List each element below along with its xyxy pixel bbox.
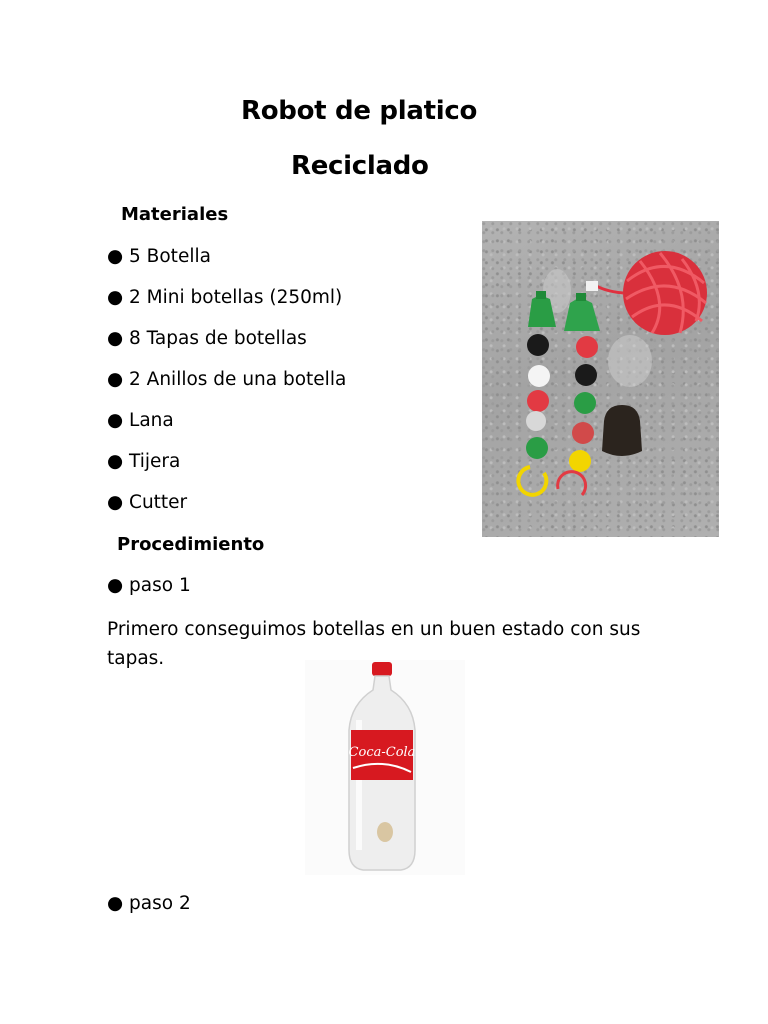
material-item: ● 8 Tapas de botellas <box>107 328 307 349</box>
material-item: ● Tijera <box>107 451 181 472</box>
material-item: ● 2 Anillos de una botella <box>107 369 347 390</box>
brand-label: Coca-Cola <box>348 745 416 760</box>
material-item: ● Lana <box>107 410 174 431</box>
bottle-photo <box>305 660 465 875</box>
materials-photo-art <box>482 221 719 537</box>
materials-photo <box>482 221 719 537</box>
material-item: ● Cutter <box>107 492 188 513</box>
cola-bottle-icon <box>305 660 465 875</box>
step-2-label: ● paso 2 <box>107 893 191 914</box>
procedure-heading: Procedimiento <box>117 534 265 555</box>
yarn-ball-icon <box>592 251 707 335</box>
title-line-1: Robot de platico <box>241 96 478 126</box>
material-item: ● 5 Botella <box>107 246 211 267</box>
materials-heading: Materiales <box>121 204 229 225</box>
material-item: ● 2 Mini botellas (250ml) <box>107 287 343 308</box>
step-1-text: Primero conseguimos botellas en un buen estado con sus tapas. <box>107 619 641 669</box>
title-line-2: Reciclado <box>291 151 429 181</box>
step-1-label: ● paso 1 <box>107 575 191 596</box>
